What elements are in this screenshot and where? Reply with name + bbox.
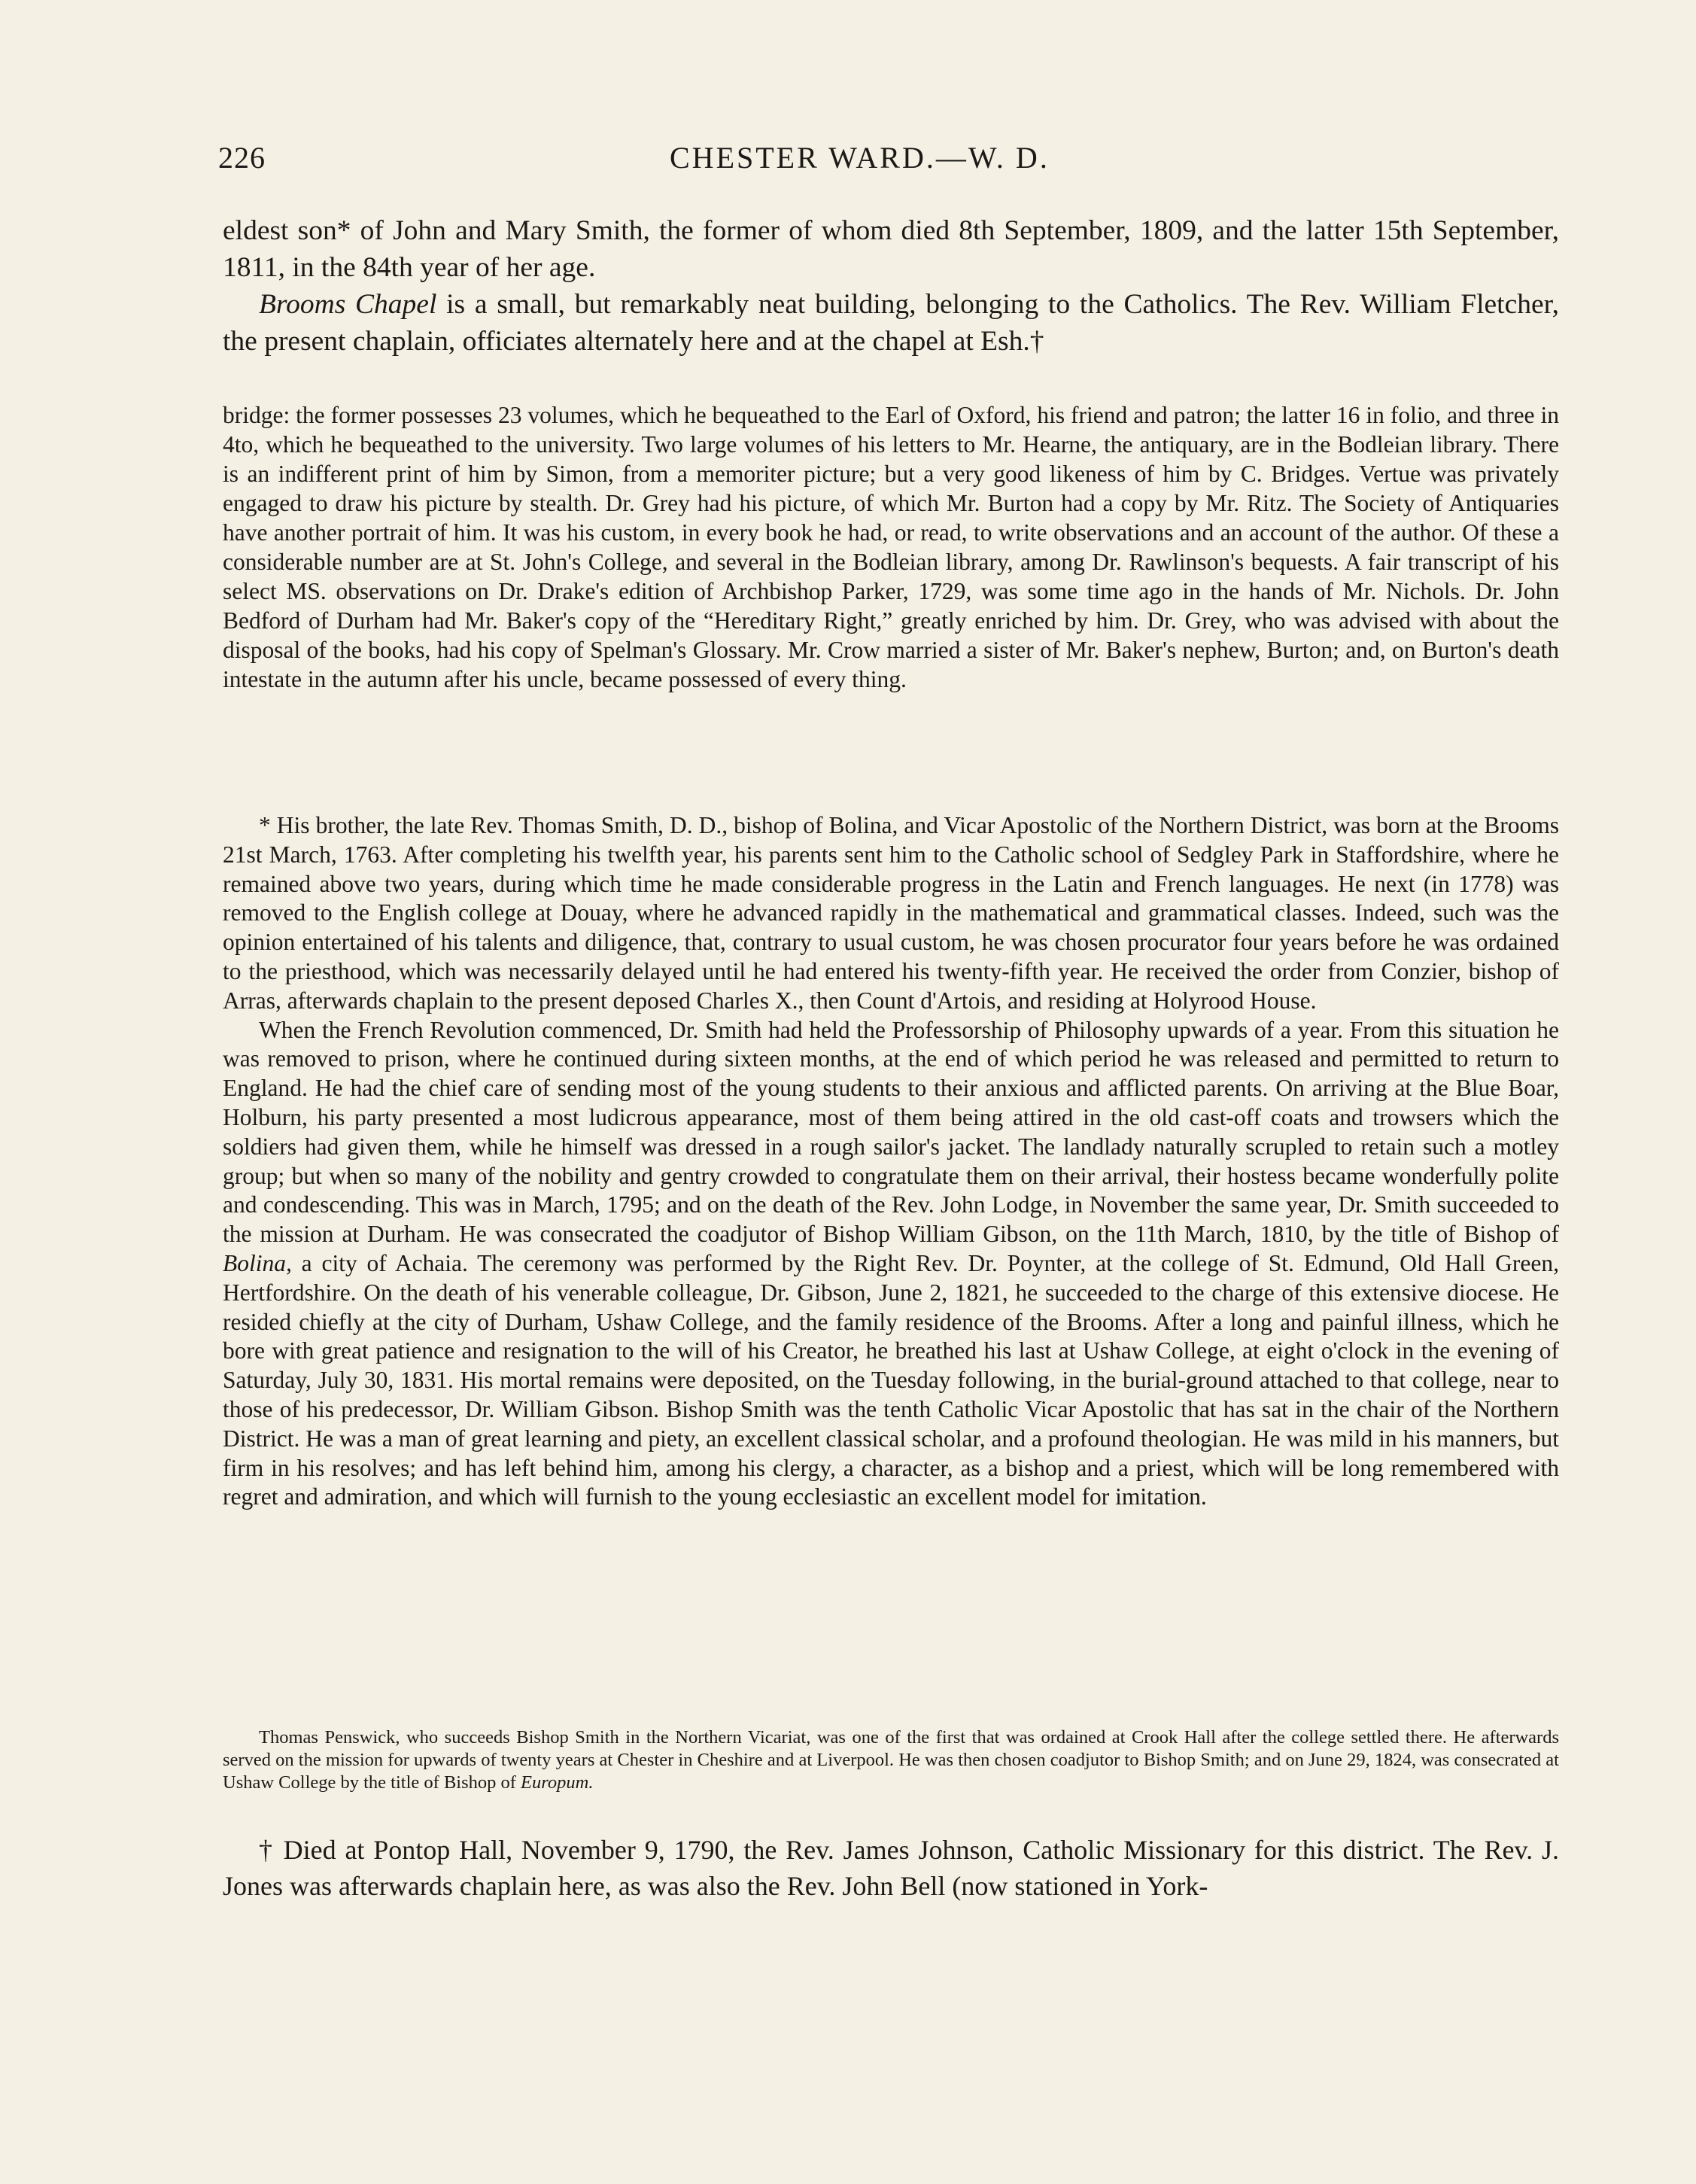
main-text: [223, 212, 1559, 360]
bolina-italic: Bolina,: [223, 1249, 292, 1276]
footnote-asterisk-paragraph-2-text-a: When the French Revolution commenced, Dr. Smith had held the Professorship of Philosophy upwards of a year. From this situation he was removed to prison, where he continued during sixteen months, at the end of which period he was released and permitted to return to England. He had the chief care of sending most of the young students to their anxious and afflicted parents. On arriving at the Blue Boar, Holburn, his party presented a most ludicrous appearance, most of them being attired in the old cast-off coats and trowsers which the soldiers had given them, while he himself was dressed in a rough sailor's jacket. The landlady naturally scrupled to retain such a motley group; but when so many of the nobility and gentry crowded to congratulate them on their arrival, their hostess became wonderfully polite and condescending. This was in March, 1795; and on the death of the Rev. John Lodge, in November the same year, Dr. Smith succeeded to the mission at Durham. He was consecrated the coadjutor of Bishop William Gibson, on the 11th March, 1810, by the title of Bishop of: [223, 1016, 1559, 1248]
footnote-asterisk-paragraph-2-text-b: a city of Achaia. The ceremony was performed by the Right Rev. Dr. Poynter, at the college of St. Edmund, Old Hall Green, Hertfordshire. On the death of his venerable colleague, Dr. Gibson, June 2, 1821, he succeeded to the charge of this extensive diocese. He resided chiefly at the city of Durham, Ushaw College, and the family residence of the Brooms. After a long and painful illness, which he bore with great patience and resignation to the will of his Creator, he breathed his last at Ushaw College, at eight o'clock in the evening of Saturday, July 30, 1831. His mortal remains were deposited, on the Tuesday following, in the burial-ground attached to that college, near to those of his predecessor, Dr. William Gibson. Bishop Smith was the tenth Catholic Vicar Apostolic that has sat in the chair of the Northern District. He was a man of great learning and piety, an excellent classical scholar, and a profound theologian. He was mild in his manners, but firm in his resolves; and has left behind him, among his clergy, a character, as a bishop and a priest, which will be long remembered with regret and admiration, and which will furnish to the young ecclesiastic an excellent model for imitation.: [223, 1249, 1559, 1510]
page-header: [218, 140, 1558, 185]
main-paragraph-2: [223, 286, 1559, 360]
running-head: CHESTER WARD.—W. D.: [670, 141, 1050, 175]
footnote-continuation: [223, 400, 1559, 694]
main-paragraph-2-text: is a small, but remarkably neat building, belonging to the Catholics. The Rev. William Fletcher, the present chaplain, officiates alternately here and at the chapel at Esh.†: [223, 289, 1559, 357]
footnote-dagger-text: † Died at Pontop Hall, November 9, 1790, the Rev. James Johnson, Catholic Missionary for this district. The Rev. J. Jones was afterwards chaplain here, as was also the Rev. John Bell (now stationed in York-: [223, 1835, 1559, 1901]
europum-italic: Europum.: [521, 1772, 594, 1793]
footnote-penswick-body: Thomas Penswick, who succeeds Bishop Smith in the Northern Vicariat, was one of the first that was ordained at Crook Hall after the college settled there. He afterwards served on the mission for upwards of twenty years at Chester in Cheshire and at Liverpool. He was then chosen coadjutor to Bishop Smith; and on June 29, 1824, was consecrated at Ushaw College by the title of Bishop of: [223, 1727, 1559, 1793]
footnote-asterisk-paragraph-2: [223, 1016, 1559, 1513]
footnote-dagger: [223, 1832, 1559, 1904]
footnote-continuation-text: bridge: the former possesses 23 volumes, which he bequeathed to the Earl of Oxford, his friend and patron; the latter 16 in folio, and three in 4to, which he bequeathed to the university. Two large volumes of his letters to Mr. Hearne, the antiquary, are in the Bodleian library. There is an indifferent print of him by Simon, from a memoriter picture; but a very good likeness of him by C. Bridges. Vertue was privately engaged to draw his picture by stealth. Dr. Grey had his picture, of which Mr. Burton had a copy by Mr. Ritz. The Society of Antiquaries have another portrait of him. It was his custom, in every book he had, or read, to write observations and an account of the author. Of these a considerable number are at St. John's College, and several in the Bodleian library, among Dr. Rawlinson's bequests. A fair transcript of his select MS. observations on Dr. Drake's edition of Archbishop Parker, 1729, was some time ago in the hands of Mr. Nichols. Dr. John Bedford of Durham had Mr. Baker's copy of the “Hereditary Right,” greatly enriched by him. Dr. Grey, who was advised with about the disposal of the books, had his copy of Spelman's Glossary. Mr. Crow married a sister of Mr. Baker's nephew, Burton; and, on Burton's death intestate in the autumn after his uncle, became possessed of every thing.: [223, 402, 1559, 692]
footnote-asterisk-paragraph-1: * His brother, the late Rev. Thomas Smith, D. D., bishop of Bolina, and Vicar Apostolic of the Northern District, was born at the Brooms 21st March, 1763. After completing his twelfth year, his parents sent him to the Catholic school of Sedgley Park in Staffordshire, where he remained above two years, during which time he made considerable progress in the Latin and French languages. He next (in 1778) was removed to the English college at Douay, where he advanced rapidly in the mathematical and grammatical classes. Indeed, such was the opinion entertained of his talents and diligence, that, contrary to usual custom, he was chosen procurator four years before he was ordained to the priesthood, which was necessarily delayed until he had entered his twenty-fifth year. He received the order from Conzier, bishop of Arras, afterwards chaplain to the present deposed Charles X., then Count d'Artois, and residing at Holyrood House.: [223, 812, 1559, 1014]
footnote-penswick: [223, 1726, 1559, 1794]
main-paragraph-1: eldest son* of John and Mary Smith, the former of whom died 8th September, 1809, and the latter 15th September, 1811, in the 84th year of her age.: [223, 215, 1559, 283]
brooms-chapel-italic: Brooms Chapel: [259, 289, 437, 320]
footnote-penswick-text: [223, 1726, 1559, 1794]
page-number: 226: [218, 141, 266, 175]
footnote-asterisk: [223, 811, 1559, 1512]
